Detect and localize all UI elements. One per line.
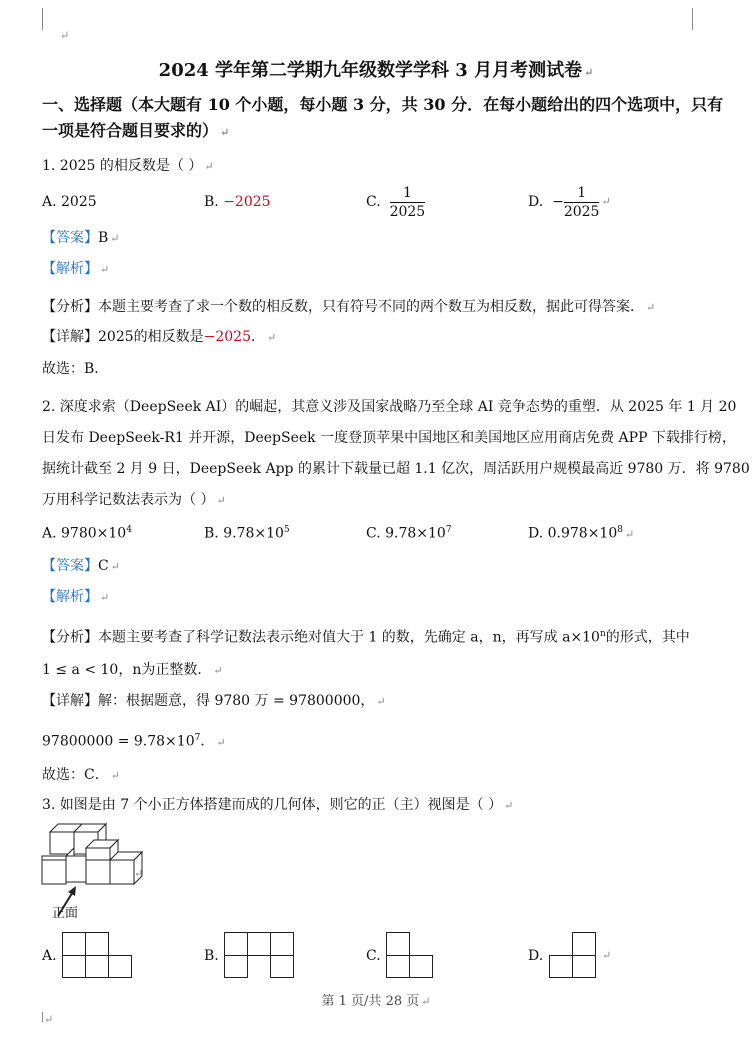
q2-detail-label: 【详解】 xyxy=(42,693,98,709)
q2-choose-label: 故选： xyxy=(42,767,84,783)
q3-a-square xyxy=(62,955,86,978)
q1-detail-label: 【详解】 xyxy=(42,329,98,345)
q2-stem xyxy=(42,392,750,516)
q2-answer: 【答案】C ↵ xyxy=(42,558,120,574)
q1-stem: 1. 2025 的相反数是（ ） ↵ xyxy=(42,158,214,174)
q3-stem-text: 3. 如图是由 7 个小正方体搭建而成的几何体，则它的正（主）视图是（ ） xyxy=(42,797,503,813)
q1-option-b-label: B. xyxy=(204,194,219,210)
q1-option-c-denominator: 2025 xyxy=(389,203,426,220)
q1-stem-text: 1. 2025 的相反数是（ ） xyxy=(42,158,203,174)
section-header-line2-text: 一项是符合题目要求的） xyxy=(42,121,219,140)
q2-option-c-text: C. 9.78×10 xyxy=(366,525,446,542)
bottom-return-mark: ↵ xyxy=(44,1013,54,1026)
q3-option-b-label: B. xyxy=(204,948,219,964)
q3-b-square xyxy=(247,932,271,956)
section-header-line2: 一项是符合题目要求的） ↵ xyxy=(42,121,230,140)
q2-option-c-exponent: 7 xyxy=(445,525,452,535)
q2-option-a-text: A. 9780×10 xyxy=(42,525,127,542)
q3-option-a-label: A. xyxy=(42,948,57,964)
q1-option-d-denominator: 2025 xyxy=(563,203,600,220)
q2-stem-line4-text: 万用科学记数法表示为（ ） xyxy=(42,492,215,508)
q3-b-square xyxy=(270,932,294,956)
page-footer: 第 1 页/共 28 页 ↵ xyxy=(321,994,431,1009)
corner-mark-right xyxy=(692,8,693,30)
q2-option-d-text: D. 0.978×10 xyxy=(528,525,618,542)
q2-detail: 【详解】解：根据题意，得 9780 万 = 97800000， ↵ xyxy=(42,693,386,709)
q3-figure-return: ↵ xyxy=(134,867,144,880)
q3-options-return: ↵ xyxy=(602,949,612,962)
q1-option-d-label: D. xyxy=(528,194,544,210)
q3-a-square xyxy=(85,955,109,978)
q1-detail-text: 2025的相反数是 xyxy=(98,329,204,345)
q3-stem: 3. 如图是由 7 个小正方体搭建而成的几何体，则它的正（主）视图是（ ） ↵ xyxy=(42,797,514,813)
page-footer-text: 第 1 页/共 28 页 xyxy=(321,994,420,1009)
q2-calc-exponent: 7 xyxy=(194,733,201,743)
q1-detail-value: −2025 xyxy=(203,329,251,345)
q1-option-d-fraction xyxy=(564,184,600,221)
page-title-text: 2024 学年第二学期九年级数学学科 3 月月考测试卷 xyxy=(158,60,583,81)
q1-choose-label: 故选： xyxy=(42,361,84,377)
q1-option-a xyxy=(42,192,97,212)
q3-a-square xyxy=(62,932,86,956)
q2-fenxi-post: 的形式，其中 xyxy=(605,629,690,646)
page-title: 2024 学年第二学期九年级数学学科 3 月月考测试卷 ↵ xyxy=(158,60,594,81)
q1-detail: 【详解】2025的相反数是−2025． ↵ xyxy=(42,329,277,345)
q3-option-b-figure xyxy=(224,932,296,978)
q2-stem-line2: 日发布 DeepSeek-R1 并开源，DeepSeek 一度登顶苹果中国地区和美国地区应用商店免费 APP 下载排行榜， xyxy=(42,430,736,446)
section-header xyxy=(42,92,723,146)
q1-option-a-text: A. 2025 xyxy=(42,194,97,210)
q2-fenxi-text: 本题主要考查了科学记数法表示绝对值大于 1 的数，先确定 a，n，再写成 a×10 xyxy=(98,629,600,646)
q1-fenxi-label: 【分析】 xyxy=(42,299,98,315)
q3-c-square xyxy=(409,955,433,978)
q3-c-square xyxy=(386,932,410,956)
q1-option-d-sign: − xyxy=(552,194,564,210)
q1-fenxi: 【分析】本题主要考查了求一个数的相反数，只有符号不同的两个数互为相反数，据此可得答案． ↵ xyxy=(42,299,656,315)
q2-analysis: 【解析】 ↵ xyxy=(42,589,110,605)
q2-calc-post: ． xyxy=(200,733,215,750)
q3-d-square xyxy=(572,932,596,956)
q2-stem-line1: 2. 深度求索（DeepSeek AI）的崛起，其意义涉及国家战略乃至全球 AI 竞争态势的重塑．从 2025 年 1 月 20 xyxy=(42,399,737,415)
q1-choose xyxy=(42,359,108,379)
q3-option-c-label: C. xyxy=(366,948,381,964)
q1-detail-post: ． xyxy=(251,329,265,345)
q3-a-square xyxy=(108,955,132,978)
q1-fenxi-text: 本题主要考查了求一个数的相反数，只有符号不同的两个数互为相反数，据此可得答案． xyxy=(98,299,644,315)
q1-option-c xyxy=(366,182,425,222)
q2-fenxi xyxy=(42,624,690,648)
q2-analysis-label: 【解析】 xyxy=(42,589,98,605)
q2-option-a-exponent: 4 xyxy=(126,525,132,535)
q3-option-a-figure xyxy=(62,932,134,978)
q3-option-d-label: D. xyxy=(528,948,544,964)
q1-choose-value: B． xyxy=(84,361,109,377)
q1-answer: 【答案】B ↵ xyxy=(42,230,120,246)
q2-choose: 故选：C． ↵ xyxy=(42,767,120,783)
q2-stem-line4: 万用科学记数法表示为（ ） ↵ xyxy=(42,492,226,508)
q2-calc: $97800000 = 9.78\times 10^7$． ↵ xyxy=(42,733,226,750)
corner-mark-left xyxy=(42,8,43,30)
q2-option-b xyxy=(204,520,290,544)
q2-stem-line3: 据统计截至 2 月 9 日，DeepSeek App 的累计下载量已超 1.1 亿次，周活跃用户规模最高近 9780 万．将 9780 xyxy=(42,461,750,477)
q2-fenxi-exponent: n xyxy=(599,629,606,639)
q3-b-square xyxy=(270,955,294,978)
q2-option-c xyxy=(366,520,452,544)
q3-c-square xyxy=(386,955,410,978)
q2-option-d-exponent: 8 xyxy=(617,525,623,535)
q1-analysis: 【解析】 ↵ xyxy=(42,261,110,277)
q3-b-square xyxy=(224,932,248,956)
q3-front-label: 正面 xyxy=(52,906,79,921)
q3-d-square xyxy=(572,955,596,978)
q2-answer-label: 【答案】 xyxy=(42,558,98,574)
q2-choose-value: C． xyxy=(84,767,109,783)
q1-option-b-value: −2025 xyxy=(223,194,271,210)
q1-option-d: D. − $\frac{1}{2025}$ ↵ xyxy=(528,184,611,220)
return-mark: ↵ xyxy=(60,29,70,42)
q1-option-c-fraction xyxy=(390,184,426,221)
q1-option-b xyxy=(204,192,271,212)
q2-fenxi-label: 【分析】 xyxy=(42,629,98,646)
q2-option-a xyxy=(42,520,132,544)
q2-detail-text: 解：根据题意，得 9780 万 = 97800000， xyxy=(98,693,375,709)
q2-option-d: D. $0.978\times 10^8$ ↵ xyxy=(528,525,635,542)
q3-option-c-figure xyxy=(386,932,436,978)
q2-option-b-text: B. 9.78×10 xyxy=(204,525,284,542)
q1-option-d-numerator: 1 xyxy=(564,184,600,203)
q1-option-c-numerator: 1 xyxy=(390,184,426,203)
q3-b-square xyxy=(224,955,248,978)
q3-d-square xyxy=(549,955,573,978)
q2-option-b-exponent: 5 xyxy=(283,525,290,535)
q2-fenxi-line2-text: 1 ≤ a < 10，n为正整数． xyxy=(42,662,212,678)
section-header-line1: 一、选择题（本大题有 10 个小题，每小题 3 分，共 30 分．在每小题给出的四个选项中，只有 xyxy=(42,95,724,114)
q2-answer-value: C xyxy=(98,558,109,574)
q1-option-c-label: C. xyxy=(366,194,381,210)
q1-analysis-label: 【解析】 xyxy=(42,261,98,277)
q2-calc-text: 97800000 = 9.78×10 xyxy=(42,733,195,750)
q3-a-square xyxy=(85,932,109,956)
q3-option-d-figure xyxy=(549,932,599,978)
corner-mark-bottom-left xyxy=(42,1012,43,1022)
q1-answer-value: B xyxy=(98,230,109,246)
q2-fenxi-line2: 1 ≤ a < 10，n为正整数． ↵ xyxy=(42,662,223,678)
q1-answer-label: 【答案】 xyxy=(42,230,98,246)
